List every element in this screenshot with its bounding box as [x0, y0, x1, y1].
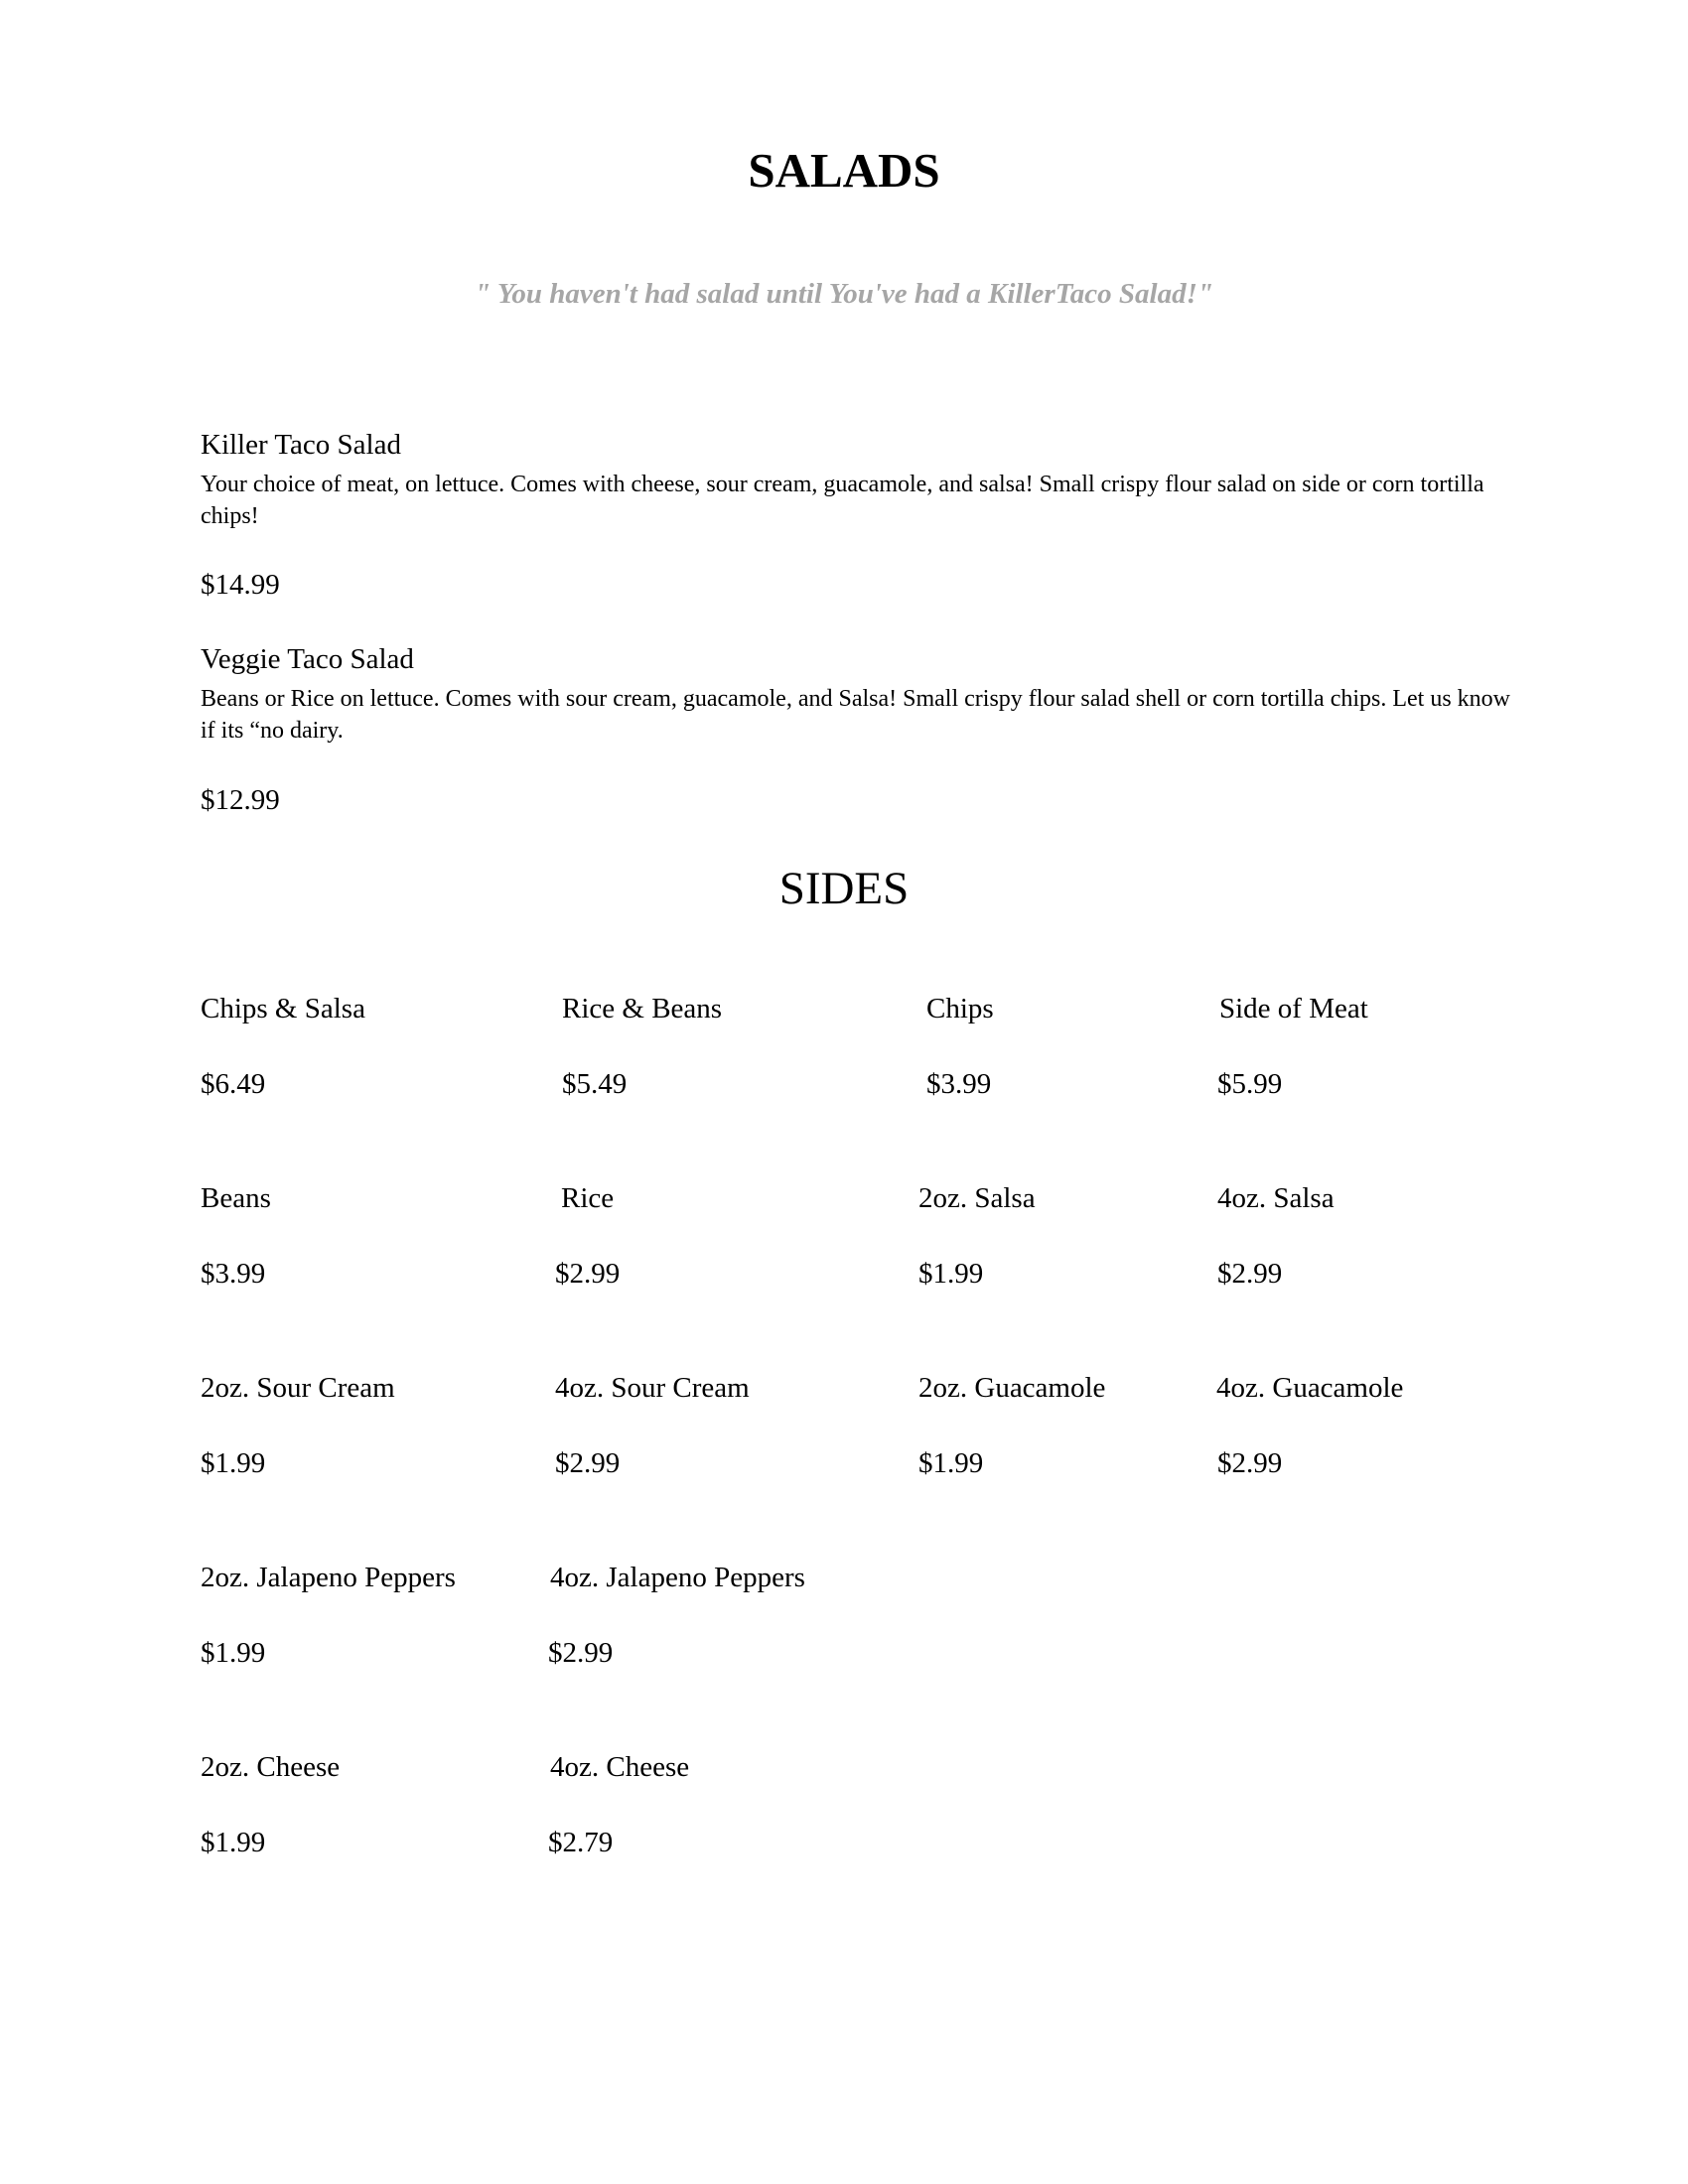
side-item-price: $5.49: [562, 1068, 628, 1100]
side-item-price: $3.99: [201, 1258, 266, 1290]
salad-item-price: $12.99: [201, 784, 280, 816]
side-item-price: $2.99: [1217, 1258, 1283, 1290]
side-item-name: 4oz. Cheese: [550, 1751, 690, 1783]
salad-item-description: Your choice of meat, on lettuce. Comes with cheese, sour cream, guacamole, and salsa! Small crispy flour salad on side or corn tortilla chips!: [201, 472, 1484, 529]
side-item-name: 2oz. Sour Cream: [201, 1372, 395, 1404]
salads-tagline: " You haven't had salad until You've had a KillerTaco Salad!": [475, 278, 1213, 310]
side-item-name: 2oz. Cheese: [201, 1751, 341, 1783]
side-item-name: Beans: [201, 1182, 271, 1214]
side-item-price: $1.99: [201, 1637, 266, 1669]
side-item-name: 4oz. Jalapeno Peppers: [550, 1562, 805, 1593]
side-item-name: Chips: [926, 993, 994, 1024]
side-item-name: 4oz. Sour Cream: [555, 1372, 750, 1404]
side-item-price: $1.99: [201, 1447, 266, 1479]
side-item-name: 2oz. Guacamole: [918, 1372, 1106, 1404]
side-item-price: $2.99: [548, 1637, 614, 1669]
side-item-name: Rice: [561, 1182, 615, 1214]
salads-title: SALADS: [748, 143, 940, 198]
salad-item-price: $14.99: [201, 569, 280, 601]
side-item-name: Rice & Beans: [562, 993, 723, 1024]
side-item-price: $6.49: [201, 1068, 266, 1100]
side-item-price: $2.99: [555, 1447, 621, 1479]
side-item-price: $1.99: [918, 1258, 984, 1290]
side-item-price: $2.79: [548, 1827, 614, 1858]
sides-title: SIDES: [778, 863, 910, 914]
side-item-name: 4oz. Guacamole: [1216, 1372, 1404, 1404]
side-item-price: $2.99: [555, 1258, 621, 1290]
side-item-price: $2.99: [1217, 1447, 1283, 1479]
side-item-price: $3.99: [926, 1068, 992, 1100]
salad-item-name: Veggie Taco Salad: [201, 643, 414, 675]
side-item-name: Chips & Salsa: [201, 993, 365, 1024]
side-item-price: $1.99: [201, 1827, 266, 1858]
side-item-name: 4oz. Salsa: [1217, 1182, 1335, 1214]
side-item-name: 2oz. Salsa: [918, 1182, 1036, 1214]
side-item-price: $5.99: [1217, 1068, 1283, 1100]
side-item-name: 2oz. Jalapeno Peppers: [201, 1562, 456, 1593]
salad-item-name: Killer Taco Salad: [201, 429, 401, 461]
salad-item-description: Beans or Rice on lettuce. Comes with sour cream, guacamole, and Salsa! Small crispy flour salad shell or corn tortilla chips. Let us know if its “no dairy.: [201, 686, 1511, 744]
side-item-name: Side of Meat: [1219, 993, 1368, 1024]
side-item-price: $1.99: [918, 1447, 984, 1479]
